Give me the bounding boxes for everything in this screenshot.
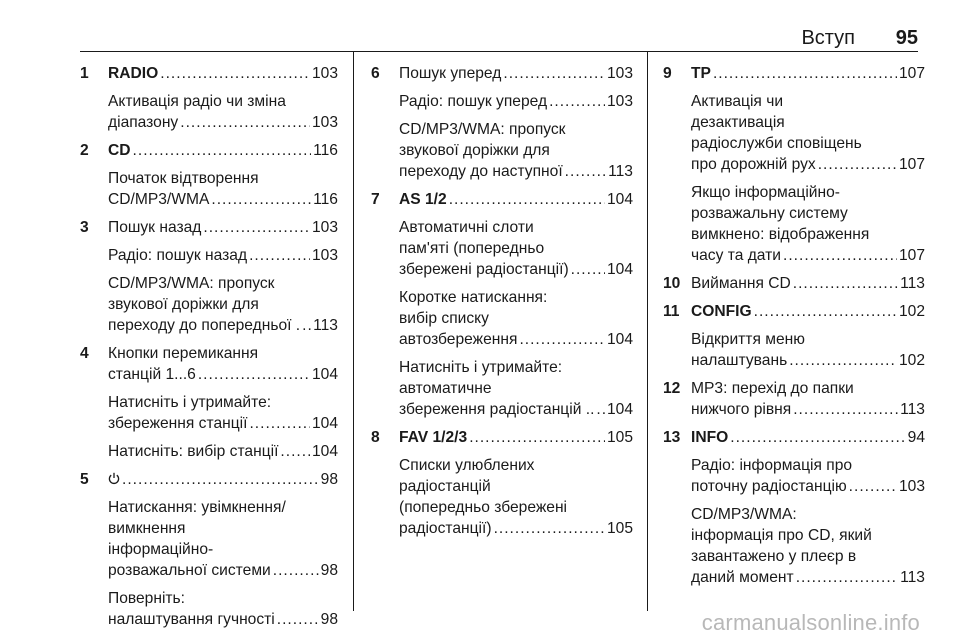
dot-leader [273,560,319,581]
dot-leader [211,189,311,210]
entry-body [691,63,925,266]
entry-body [108,217,338,336]
toc-line [399,161,633,182]
entry-text: про дорожній рух [691,156,816,173]
sub-entry [108,91,338,133]
sub-entry [108,588,338,630]
page-ref: 104 [606,401,633,418]
entry-text: Пошук уперед [399,65,502,82]
entry-number: 2 [80,142,89,159]
page-ref: 103 [898,478,925,495]
entry-body [399,63,633,182]
entry-number: 10 [663,275,681,292]
toc-entry [80,217,338,336]
entry-text: Виймання CD [691,275,791,292]
page-ref: 113 [608,163,633,180]
toc-line [691,427,925,448]
page-ref: 104 [606,331,633,348]
page-ref: 98 [320,562,338,579]
toc-line [399,399,633,420]
entry-text: Пошук назад [108,219,202,236]
entry-number: 5 [80,471,89,488]
entry-number: 8 [371,429,380,446]
entry-text: AS 1/2 [399,191,447,208]
sub-entry [108,168,338,210]
toc-entry [371,189,633,420]
entry-text: поточну радіостанцію [691,478,847,495]
dot-leader [754,301,897,322]
dot-leader [494,518,605,539]
sub-entry [108,245,338,266]
dot-leader [596,399,605,420]
dot-leader [469,427,605,448]
dot-leader [249,413,310,434]
dot-leader [122,469,319,490]
page-ref: 113 [313,317,338,334]
toc-entry [80,469,338,630]
entry-text: Початок відтворення [108,170,259,187]
entry-text: радіостанцій [399,478,491,495]
entry-text: налаштування гучності [108,611,275,628]
entry-text: INFO [691,429,729,446]
page-ref: 98 [320,611,338,628]
sub-entry [108,441,338,462]
entry-text: Коротке натискання: [399,289,548,306]
entry-text: вимкнення [108,520,186,537]
entry-text: налаштувань [691,352,788,369]
toc-line [108,63,338,84]
sub-entry [399,119,633,182]
entry-text: збережені радіостанції) [399,261,569,278]
entry-text: інформація про CD, який [691,527,872,544]
page-ref: 103 [606,65,633,82]
entry-text: CD [108,142,131,159]
dot-leader [849,476,897,497]
toc-entry [371,427,633,539]
entry-text: дезактивація [691,114,785,131]
entry-text: автозбереження [399,331,518,348]
toc-line [108,245,338,266]
entry-text: FAV 1/2/3 [399,429,468,446]
page-ref: 116 [313,191,338,208]
toc-line [108,217,338,238]
toc-line [108,560,338,581]
entry-text: розважальну систему [691,205,848,222]
toc-entry [663,378,925,420]
toc-entry [80,63,338,133]
toc-line [108,364,338,385]
column-divider [647,51,648,611]
sub-entry [399,357,633,420]
toc-column-2 [371,63,633,539]
page-ref: 94 [907,429,925,446]
toc-line [399,63,633,84]
page-header [80,27,918,49]
entry-text: завантажено у плеєр в [691,548,857,565]
page-ref: 104 [606,261,633,278]
dot-leader [793,273,898,294]
sub-entry [691,329,925,371]
entry-text: діапазону [108,114,179,131]
page-ref: 104 [311,366,338,383]
toc-line [399,91,633,112]
entry-number: 7 [371,191,380,208]
entry-body [691,301,925,371]
sub-entry [691,182,925,266]
entry-text: Активація радіо чи зміна [108,93,286,110]
toc-line [691,273,925,294]
entry-text: CONFIG [691,303,752,320]
sub-entry [691,504,925,588]
toc-column-3 [663,63,925,588]
dot-leader [198,364,310,385]
entry-number: 13 [663,429,681,446]
dot-leader [180,112,310,133]
page-ref: 113 [900,275,925,292]
toc-line [108,413,338,434]
page-ref: 105 [606,429,633,446]
toc-line [108,609,338,630]
toc-entry [663,301,925,371]
dot-leader [160,63,310,84]
page-ref: 103 [311,65,338,82]
entry-number: 4 [80,345,89,362]
entry-body [108,140,338,210]
entry-number: 12 [663,380,681,397]
toc-line [399,427,633,448]
page-ref: 104 [606,191,633,208]
dot-leader [818,154,897,175]
entry-text: інформаційно- [108,541,214,558]
entry-body [691,378,925,420]
page-ref: 98 [320,471,338,488]
toc-entry [80,140,338,210]
toc-line [691,301,925,322]
entry-body [691,273,925,294]
entry-text [108,469,120,490]
entry-text: CD/MP3/WMA [108,191,210,208]
toc-line [691,63,925,84]
page-title: Вступ [801,27,855,49]
page-ref: 102 [898,303,925,320]
page-ref: 116 [313,142,338,159]
page-ref: 113 [900,401,925,418]
entry-text: Радіо: інформація про [691,457,853,474]
toc-line [108,140,338,161]
entry-text: Натискання: увімкнення/ [108,499,286,516]
toc-line [399,329,633,350]
page-ref: 103 [311,247,338,264]
entry-text: Активація чи [691,93,784,110]
toc-column-1 [80,63,338,630]
toc-entry [663,63,925,266]
dot-leader [133,140,312,161]
sub-entry [399,455,633,539]
page-ref: 103 [311,219,338,236]
entry-text: збереження радіостанцій .. [399,401,595,418]
entry-text: пам'яті (попередньо [399,240,545,257]
entry-body [399,189,633,420]
dot-leader [249,245,310,266]
dot-leader [503,63,605,84]
entry-text: Натисніть і утримайте: [108,394,272,411]
dot-leader [713,63,897,84]
toc-line [399,259,633,280]
entry-text: CD/MP3/WMA: [691,506,797,523]
entry-text: Автоматичні слоти [399,219,534,236]
dot-leader [793,399,898,420]
dot-leader [796,567,898,588]
sub-entry [691,91,925,175]
column-divider [353,51,354,611]
entry-body [399,427,633,539]
toc-line [399,189,633,210]
entry-body [108,469,338,630]
toc-line [108,112,338,133]
page-number: 95 [895,27,918,49]
toc-entry [371,63,633,182]
toc-entry [663,427,925,588]
sub-entry [399,217,633,280]
dot-leader [783,245,897,266]
entry-text: Натисніть: вибір станції [108,443,279,460]
entry-text: вимкнено: відображення [691,226,870,243]
entry-text: Відкриття меню [691,331,805,348]
page-ref: 113 [900,569,925,586]
dot-leader [519,329,605,350]
toc-entry [80,343,338,462]
entry-text: переходу до наступної [399,163,563,180]
entry-text: збереження станції [108,415,248,432]
entry-text: RADIO [108,65,159,82]
entry-text: CD/MP3/WMA: пропуск [108,275,275,292]
toc-entry [663,273,925,294]
dot-leader [203,217,310,238]
entry-number: 3 [80,219,89,236]
power-icon [108,472,120,485]
entry-text: CD/MP3/WMA: пропуск [399,121,566,138]
page-ref: 103 [606,93,633,110]
entry-text: радіослужби сповіщень [691,135,862,152]
entry-body [691,427,925,588]
toc-line [691,567,925,588]
dot-leader [302,315,311,336]
entry-text: Поверніть: [108,590,186,607]
toc-line [691,154,925,175]
entry-text: Радіо: пошук уперед [399,93,548,110]
page-ref: 104 [311,415,338,432]
page-ref: 107 [898,247,925,264]
page-ref: 104 [311,443,338,460]
entry-text: розважальної системи [108,562,271,579]
entry-text: Радіо: пошук назад [108,247,248,264]
toc-line [399,518,633,539]
entry-text: радіостанції) [399,520,492,537]
entry-number: 9 [663,65,672,82]
entry-number: 1 [80,65,89,82]
dot-leader [730,427,905,448]
toc-line [691,476,925,497]
toc-line [691,399,925,420]
page-ref: 103 [311,114,338,131]
entry-text: Якщо інформаційно- [691,184,840,201]
entry-body [108,63,338,133]
entry-number: 6 [371,65,380,82]
toc-line [108,469,338,490]
sub-entry [108,497,338,581]
entry-text: даний момент [691,569,794,586]
watermark: carmanualsonline.info [701,610,920,635]
sub-entry [399,91,633,112]
header-rule [80,51,918,52]
toc-line [691,350,925,371]
page-ref: 105 [606,520,633,537]
entry-text: Списки улюблених [399,457,535,474]
page-ref: 102 [898,352,925,369]
page-ref: 107 [898,65,925,82]
entry-text: вибір списку [399,310,489,327]
entry-text: звукової доріжки для [399,142,550,159]
dot-leader [449,189,605,210]
dot-leader [565,161,606,182]
dot-leader [280,441,310,462]
entry-text: TP [691,65,711,82]
entry-text: станцій 1...6 [108,366,196,383]
entry-text: нижчого рівня [691,401,792,418]
sub-entry [108,392,338,434]
toc-line [108,441,338,462]
sub-entry [108,273,338,336]
entry-body [108,343,338,462]
toc-line [108,315,338,336]
entry-text: звукової доріжки для [108,296,259,313]
dot-leader [571,259,605,280]
entry-text: часу та дати [691,247,781,264]
dot-leader [277,609,319,630]
entry-text: Натисніть і утримайте: [399,359,563,376]
entry-text: MP3: перехід до папки [691,380,854,397]
page-ref: 107 [898,156,925,173]
dot-leader [549,91,605,112]
toc-line [108,189,338,210]
entry-text: Кнопки перемикання [108,345,259,362]
dot-leader [789,350,897,371]
sub-entry [399,287,633,350]
entry-text: автоматичне [399,380,492,397]
sub-entry [691,455,925,497]
entry-text: (попередньо збережені [399,499,568,516]
entry-text: переходу до попередньої . [108,317,301,334]
entry-number: 11 [663,303,680,320]
toc-line [691,245,925,266]
